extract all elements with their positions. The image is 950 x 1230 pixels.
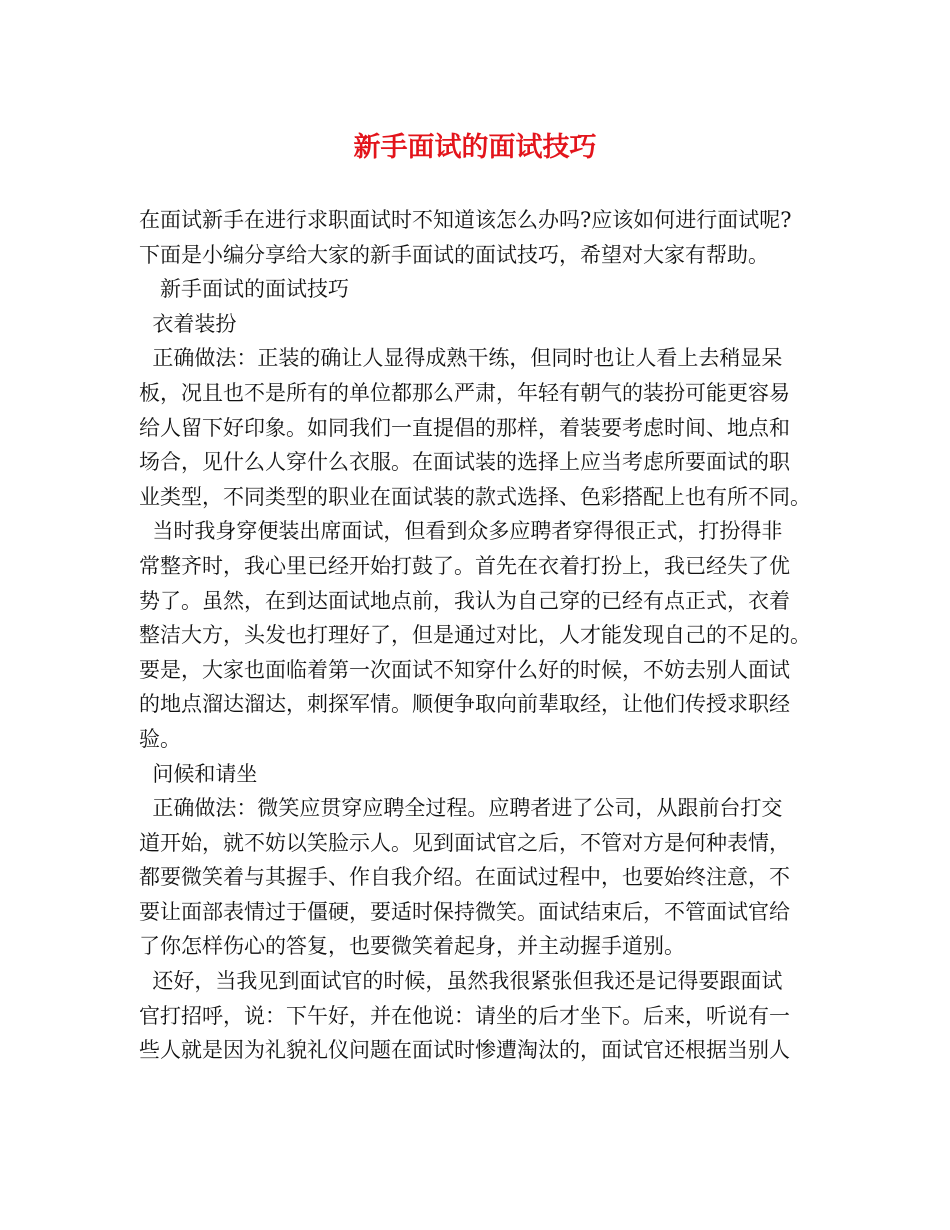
- body-line: 验。: [139, 726, 181, 751]
- body-line: 下面是小编分享给大家的新手面试的面试技巧，希望对大家有帮助。: [139, 242, 769, 267]
- document-title: 新手面试的面试技巧: [353, 132, 597, 163]
- body-line: 业类型，不同类型的职业在面试装的款式选择、色彩搭配上也有所不同。: [139, 484, 811, 509]
- body-line: 正确做法：微笑应贯穿应聘全过程。应聘者进了公司，从跟前台打交: [139, 796, 783, 821]
- body-line: 官打招呼，说：下午好，并在他说：请坐的后才坐下。后来，听说有一: [139, 1003, 790, 1028]
- subsection-heading: 问候和请坐: [139, 761, 258, 786]
- body-line: 些人就是因为礼貌礼仪问题在面试时惨遭淘汰的，面试官还根据当别人: [139, 1038, 790, 1063]
- section-heading: 新手面试的面试技巧: [139, 277, 349, 302]
- subsection-heading: 衣着装扮: [139, 311, 237, 336]
- body-line: 板，况且也不是所有的单位都那么严肃，年轻有朝气的装扮可能更容易: [139, 380, 790, 405]
- body-line: 给人留下好印象。如同我们一直提倡的那样，着装要考虑时间、地点和: [139, 415, 790, 440]
- body-line: 的地点溜达溜达，刺探军情。顺便争取向前辈取经，让他们传授求职经: [139, 692, 790, 717]
- document-body: [139, 203, 829, 1068]
- body-line: 正确做法：正装的确让人显得成熟干练，但同时也让人看上去稍显呆: [139, 346, 783, 371]
- body-line: 道开始，就不妨以笑脸示人。见到面试官之后，不管对方是何种表情，: [139, 830, 790, 855]
- body-line: 当时我身穿便装出席面试，但看到众多应聘者穿得很正式，打扮得非: [139, 519, 783, 544]
- body-line: 要让面部表情过于僵硬，要适时保持微笑。面试结束后，不管面试官给: [139, 899, 790, 924]
- body-line: 在面试新手在进行求职面试时不知道该怎么办吗?应该如何进行面试呢?: [139, 208, 792, 232]
- body-line: 整洁大方，头发也打理好了，但是通过对比，人才能发现自己的不足的。: [139, 623, 811, 648]
- body-line: 要是，大家也面临着第一次面试不知穿什么好的时候，不妨去别人面试: [139, 657, 790, 682]
- body-line: 常整齐时，我心里已经开始打鼓了。首先在衣着打扮上，我已经失了优: [139, 553, 790, 578]
- body-line: 势了。虽然，在到达面试地点前，我认为自己穿的已经有点正式，衣着: [139, 588, 790, 613]
- body-line: 还好，当我见到面试官的时候，虽然我很紧张但我还是记得要跟面试: [139, 969, 783, 994]
- body-line: 场合，见什么人穿什么衣服。在面试装的选择上应当考虑所要面试的职: [139, 450, 790, 475]
- body-line: 都要微笑着与其握手、作自我介绍。在面试过程中，也要始终注意，不: [139, 865, 790, 890]
- body-line: 了你怎样伤心的答复，也要微笑着起身，并主动握手道别。: [139, 934, 685, 959]
